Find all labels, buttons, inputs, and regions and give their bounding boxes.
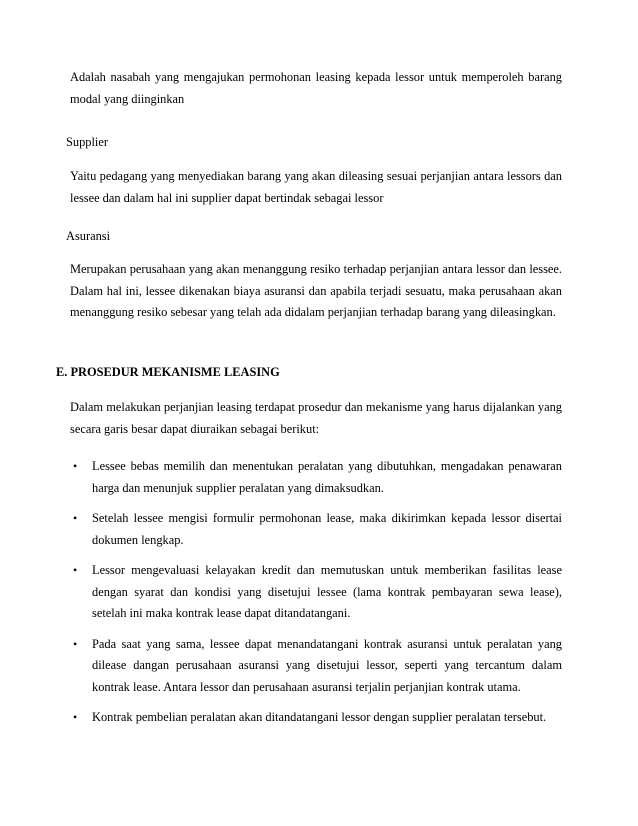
bullet-icon: • [73,459,78,473]
list-item [70,707,562,729]
step-text: Pada saat yang sama, lessee dapat menandatangani kontrak asuransi untuk peralatan yang dilease dangan perusahaan asuransi yang disetujui lessor, seperti yang tercantum dalam kontrak lease. Antara lessor dan perusahaan asuransi terjalin perjanjian kontrak utama. [92,636,562,694]
list-item [70,456,562,499]
bullet-icon: • [73,710,78,724]
list-item [70,560,562,625]
supplier-description: Yaitu pedagang yang menyediakan barang yang akan dileasing sesuai perjanjian antara lessors dan lessee dan dalam hal ini supplier dapat bertindak sebagai lessor [70,169,562,205]
bullet-icon: • [73,511,78,525]
prosedur-steps-list [70,456,562,738]
supplier-term: Supplier [66,135,108,149]
step-text: Lessee bebas memilih dan menentukan peralatan yang dibutuhkan, mengadakan penawaran harga dan menunjuk supplier peralatan yang dimaksudkan. [92,459,562,495]
step-text: Kontrak pembelian peralatan akan ditandatangani lessor dengan supplier peralatan tersebut. [92,710,547,724]
bullet-icon: • [73,636,78,651]
bullet-icon: • [73,563,78,577]
step-text: Setelah lessee mengisi formulir permohonan lease, maka dikirimkan kepada lessor disertai dokumen lengkap. [92,511,562,547]
asuransi-description: Merupakan perusahaan yang akan menanggung resiko terhadap perjanjian antara lessor dan lessee. Dalam hal ini, lessee dikenakan biaya asuransi dan apabila terjadi sesuatu, maka perusahaan akan menanggung resiko sebesar yang telah ada didalam perjanjian terhadap barang yang dileasingkan. [70,262,562,319]
prosedur-intro: Dalam melakukan perjanjian leasing terdapat prosedur dan mekanisme yang harus dijalankan yang secara garis besar dapat diuraikan sebagai berikut: [70,400,562,436]
asuransi-term: Asuransi [66,229,111,243]
step-text: Lessor mengevaluasi kelayakan kredit dan memutuskan untuk memberikan fasilitas lease dengan syarat dan kondisi yang disetujui lessee (lama kontrak pembayaran sewa lease), setelah ini maka kontrak lease dapat ditandatangani. [92,563,562,620]
list-item [70,634,562,699]
nasabah-description: Adalah nasabah yang mengajukan permohonan leasing kepada lessor untuk memperoleh barang modal yang diinginkan [70,70,562,106]
section-heading: E. PROSEDUR MEKANISME LEASING [56,365,280,379]
list-item [70,508,562,551]
